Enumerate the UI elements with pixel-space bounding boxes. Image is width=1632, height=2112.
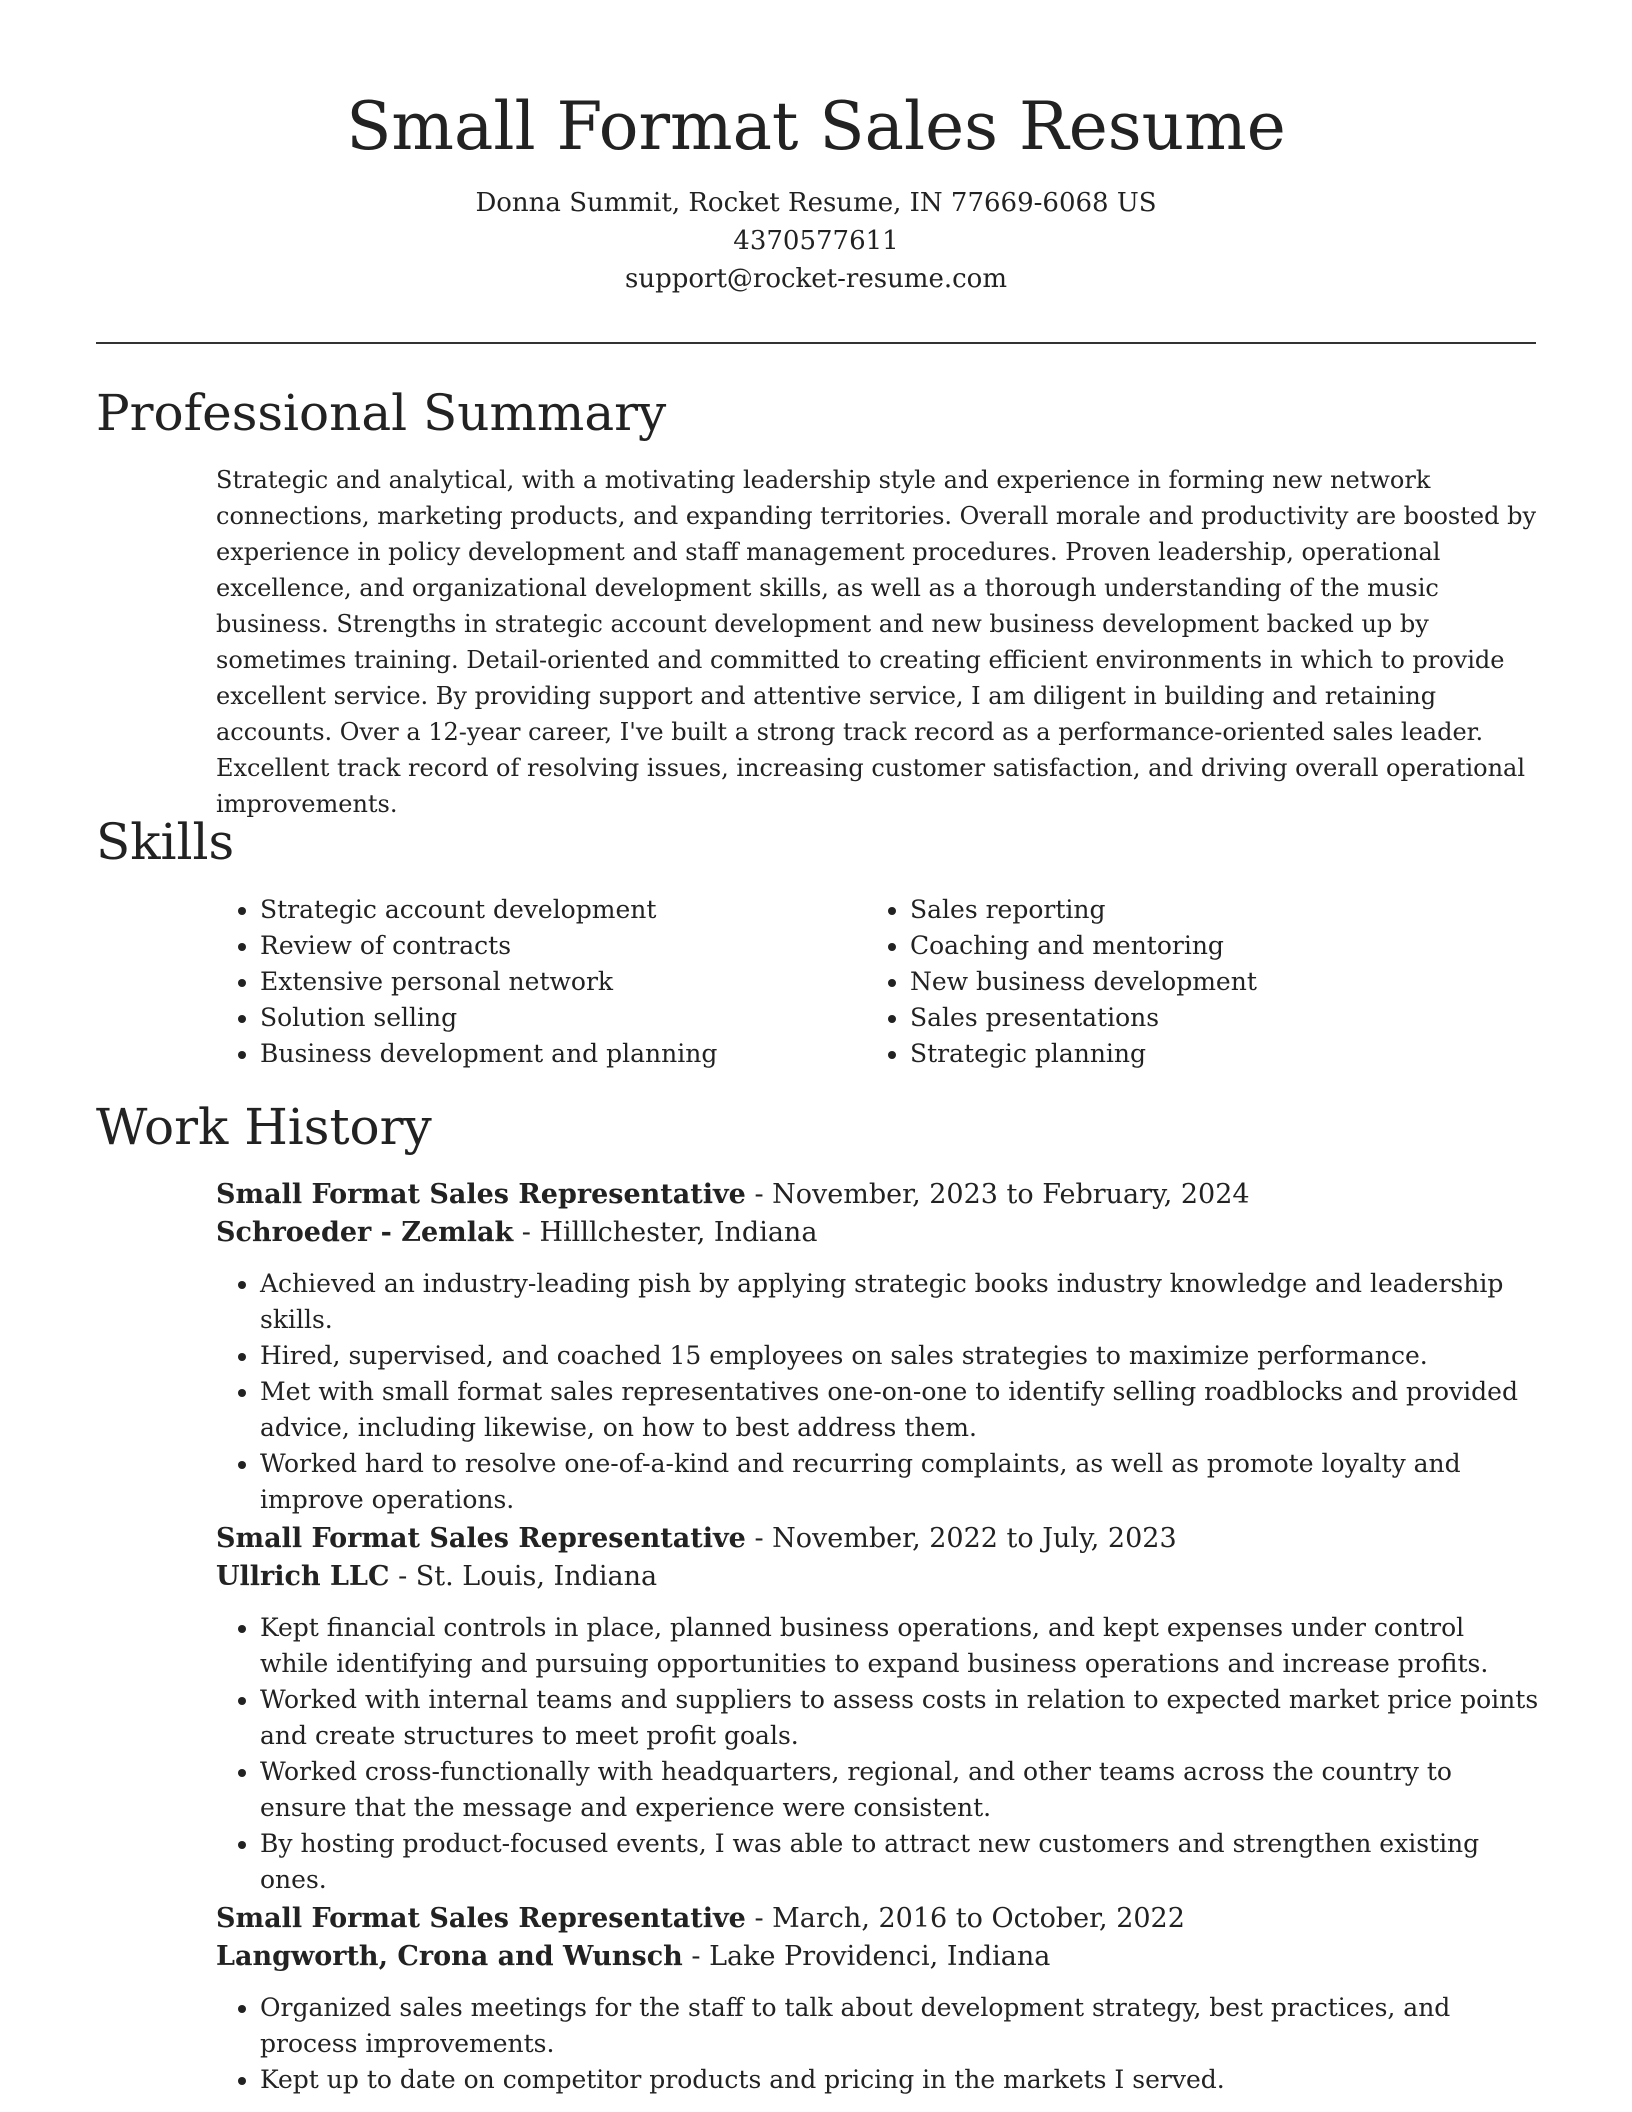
job-bullet: • Organized sales meetings for the staff to talk about development strategy, best practices, and process improvements. [260,1990,1540,2062]
job-entry [216,1900,1540,2098]
skill-item: • Solution selling [260,1000,866,1036]
job-bullet: • By hosting product-focused events, I was able to attract new customers and strengthen existing ones. [260,1826,1540,1898]
skill-item: • Strategic account development [260,892,866,928]
skills-heading: Skills [96,813,235,871]
contact-block [0,184,1632,298]
skills-column-right [866,892,1516,1072]
job-sep: - [754,1179,773,1210]
job-bullet: • Kept financial controls in place, planned business operations, and kept expenses under control while identifying and pursuing opportunities to expand business operations and increase profits. [260,1610,1540,1682]
skill-item: • Extensive personal network [260,964,866,1000]
resume-title: Small Format Sales Resume [346,88,1286,165]
skill-item: • Review of contracts [260,928,866,964]
skills-column-left [216,892,866,1072]
job-bullets [216,1610,1540,1898]
job-entry [216,1176,1540,1518]
job-title-line [216,1520,1540,1558]
summary-text: Strategic and analytical, with a motivating leadership style and experience in forming new network connections, marketing products, and expanding territories. Overall morale and productivity are boosted by experience in policy development and staff management procedures. Proven leadership, operational excellence, and organizational development skills, as well as a thorough understanding of the music business. Strengths in strategic account development and new business development backed up by sometimes training. Detail-oriented and committed to creating efficient environments in which to provide excellent service. By providing support and attentive service, I am diligent in building and retaining accounts. Over a 12-year career, I've built a strong track record as a performance-oriented sales leader. Excellent track record of resolving issues, increasing customer satisfaction, and driving overall operational improvements. [216,466,1537,818]
contact-phone: 4370577611 [733,226,899,256]
job-bullets [216,1990,1540,2098]
job-bullets [216,1266,1540,1518]
job-company-line [216,1558,1540,1596]
job-title-line [216,1900,1540,1938]
skill-item: • Sales reporting [910,892,1516,928]
job-bullet: • Met with small format sales representatives one-on-one to identify selling roadblocks and provided advice, including likewise, on how to best address them. [260,1374,1540,1446]
header-divider [96,342,1536,344]
contact-address: Donna Summit, Rocket Resume, IN 77669-6068 US [475,188,1157,218]
skill-item: • Coaching and mentoring [910,928,1516,964]
job-sep: - [754,1523,773,1554]
job-bullet: • Worked with internal teams and suppliers to assess costs in relation to expected market price points and create structures to meet profit goals. [260,1682,1540,1754]
job-bullet: • Kept up to date on competitor products and pricing in the markets I served. [260,2062,1540,2098]
job-bullet: • Worked cross-functionally with headquarters, regional, and other teams across the country to ensure that the message and experience were consistent. [260,1754,1540,1826]
skills-list [216,892,1536,1072]
job-location: St. Louis, Indiana [415,1561,658,1592]
job-sep: - [521,1217,540,1248]
resume-header [0,82,1632,298]
job-company-line [216,1214,1540,1252]
contact-email: support@rocket-resume.com [624,264,1007,294]
summary-heading: Professional Summary [96,384,667,442]
job-dates: November, 2023 to February, 2024 [772,1179,1250,1210]
job-company: Schroeder - Zemlak [216,1217,514,1248]
job-bullet: • Achieved an industry-leading pish by applying strategic books industry knowledge and leadership skills. [260,1266,1540,1338]
work-history-heading: Work History [96,1098,432,1156]
skill-item: • Business development and planning [260,1036,866,1072]
job-location: Hilllchester, Indiana [539,1217,818,1248]
job-sep: - [754,1903,773,1934]
job-title-line [216,1176,1540,1214]
skill-item: • Strategic planning [910,1036,1516,1072]
job-entry [216,1520,1540,1898]
job-bullet: • Worked hard to resolve one-of-a-kind and recurring complaints, as well as promote loyalty and improve operations. [260,1446,1540,1518]
job-company: Langworth, Crona and Wunsch [216,1941,683,1972]
job-title: Small Format Sales Representative [216,1179,746,1210]
job-company-line [216,1938,1540,1976]
job-dates: November, 2022 to July, 2023 [772,1523,1177,1554]
job-title: Small Format Sales Representative [216,1903,746,1934]
job-sep: - [398,1561,416,1592]
skill-item: • Sales presentations [910,1000,1516,1036]
job-title: Small Format Sales Representative [216,1523,746,1554]
job-company: Ullrich LLC [216,1561,390,1592]
job-location: Lake Providenci, Indiana [709,1941,1051,1972]
job-bullet: • Hired, supervised, and coached 15 employees on sales strategies to maximize performance. [260,1338,1540,1374]
skill-item: • New business development [910,964,1516,1000]
job-sep: - [691,1941,710,1972]
job-dates: March, 2016 to October, 2022 [772,1903,1185,1934]
